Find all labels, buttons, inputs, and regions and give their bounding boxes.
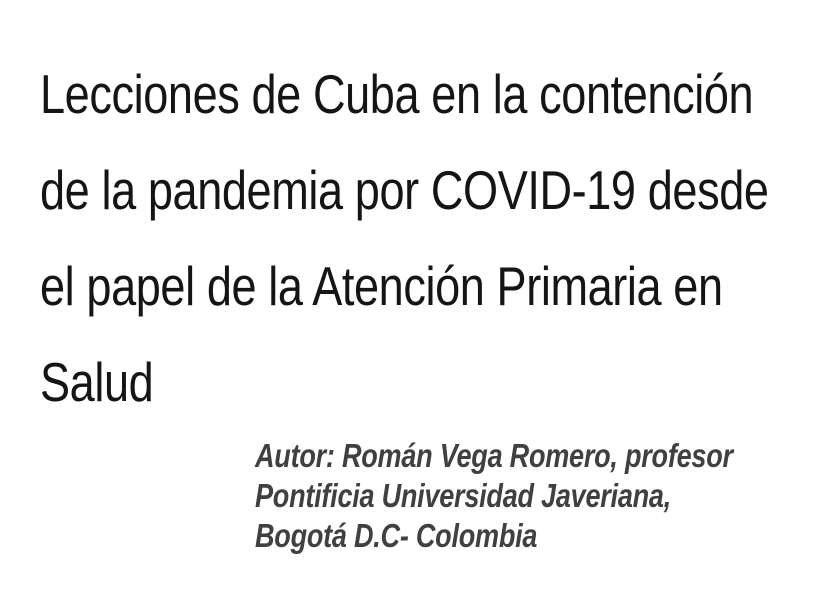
title-line-1 <box>40 46 824 142</box>
title-line-4 <box>40 334 824 430</box>
author-location-text: Bogotá D.C- Colombia <box>255 517 538 554</box>
title-line-2 <box>40 142 824 238</box>
author-line-3 <box>255 516 824 556</box>
author-block <box>255 436 824 556</box>
title-line-3 <box>40 238 824 334</box>
title-line-3-text: el papel de la Atención Primaria en <box>40 255 723 317</box>
slide-title <box>40 46 824 430</box>
title-line-1-text: Lecciones de Cuba en la contención <box>40 63 754 125</box>
author-affiliation-text: Pontificia Universidad Javeriana, <box>255 477 671 514</box>
title-line-2-text: de la pandemia por COVID-19 desde <box>40 159 769 221</box>
author-line-1 <box>255 436 824 476</box>
author-name-text: Autor: Román Vega Romero, profesor <box>255 437 733 474</box>
author-line-2 <box>255 476 824 516</box>
title-line-4-text: Salud <box>40 351 154 413</box>
